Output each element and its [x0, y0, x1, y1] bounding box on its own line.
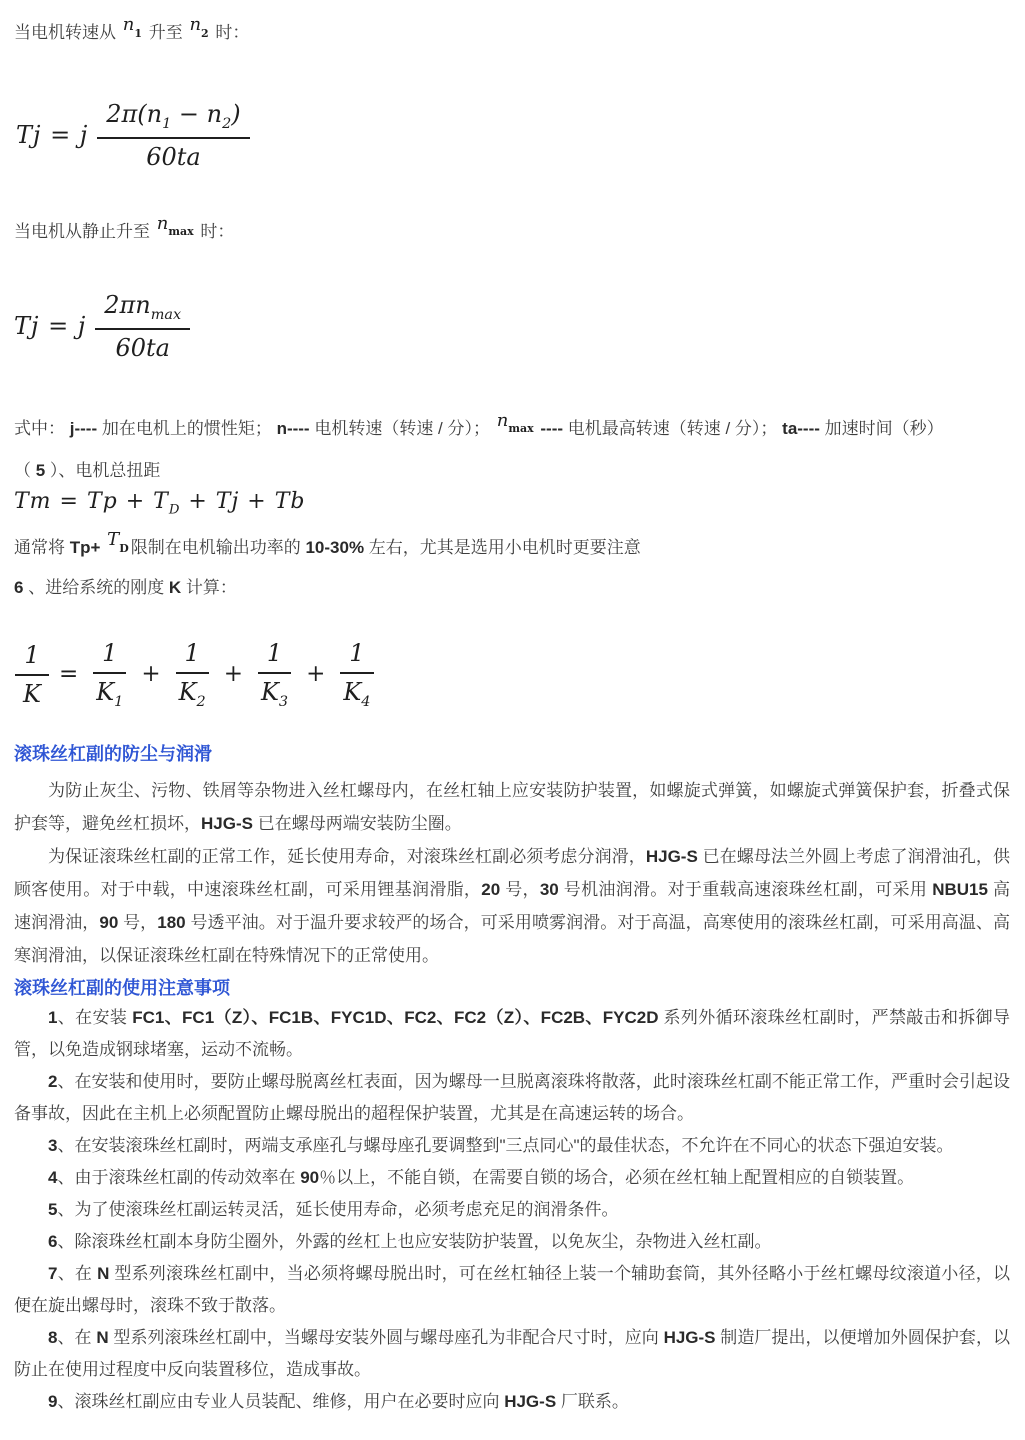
fraction	[95, 290, 190, 362]
usage-note-item-4: 4、由于滚珠丝杠副的传动效率在 90％以上，不能自锁，在需要自锁的场合，必须在丝杠轴上配置相应的自锁装置。	[48, 1167, 915, 1187]
formula-inertia-torque-n1-n2	[16, 99, 1010, 171]
fraction: $\frac{1}{K_2}$	[170, 638, 215, 710]
section-heading-dust-lubrication: 滚珠丝杠副的防尘与润滑	[14, 743, 212, 764]
paragraph-dust-protection: 为防止灰尘、污物、铁屑等杂物进入丝杠螺母内，在丝杠轴上应安装防护装置，如螺旋式弹簧，如螺旋式弹簧保护套，折叠式保护套等，避免丝杠损坏，HJG-S 已在螺母两端安装防尘圈。	[14, 780, 1010, 833]
fraction-numerator: $2\pi(n_1 - n_2)$	[97, 99, 249, 139]
equals-sign: =	[58, 660, 79, 687]
section-heading-usage-notes: 滚珠丝杠副的使用注意事项	[14, 977, 230, 998]
tp-td-power-note: 通常将 $Tp+ T_D$ 限制在电机输出功率的 10-30% 左右，尤其是选用小电机时更要注意	[14, 528, 641, 557]
fraction	[14, 640, 50, 708]
usage-note-item-9: 9、滚珠丝杠副应由专业人员装配、维修，用户在必要时应向 HJG-S 厂联系。	[48, 1391, 629, 1411]
formula-total-torque: $Tm = Tp + T_D + Tj + Tb$	[14, 488, 306, 517]
stiffness-k-heading: 6 、进给系统的刚度 K 计算：	[14, 577, 237, 597]
fraction-numerator: 1	[15, 640, 48, 676]
fraction-denominator: 60ta	[146, 142, 201, 171]
usage-note-item-7: 7、在 N 型系列滚珠丝杠副中，当必须将螺母脱出时，可在丝杠轴径上装一个辅助套筒，其外径略小于丝杠螺母纹滚道小径，以便在旋出螺母时，滚珠不致于散落。	[14, 1263, 1010, 1315]
fraction: $\frac{1}{K_3}$	[252, 638, 297, 710]
motor-speed-line-nmax: 当电机从静止升至 $n_{max}$ 时：	[14, 212, 235, 241]
formula-lhs: Tj = j	[16, 120, 89, 149]
usage-note-item-2: 2、在安装和使用时，要防止螺母脱离丝杠表面，因为螺母一旦脱离滚珠将散落，此时滚珠丝杠副不能正常工作，严重时会引起设备事故，因此在主机上必须配置防止螺母脱出的超程保护装置，尤其是在高速运转的场合。	[14, 1071, 1010, 1123]
fraction	[97, 99, 249, 171]
formula-lhs: Tj = j	[14, 311, 87, 340]
fraction-numerator: $2\pi n_{max}$	[95, 290, 190, 330]
plus-sign: +	[223, 660, 243, 687]
symbol-legend: 式中： j---- 加在电机上的惯性矩； n---- 电机转速（转速 / 分）； $n_{max}$ ---- 电机最高转速（转速 / 分）； ta---- 加速时间（秒）	[14, 409, 944, 438]
usage-note-item-3: 3、在安装滚珠丝杠副时，两端支承座孔与螺母座孔要调整到"三点同心"的最佳状态，不允许在不同心的状态下强迫安装。	[48, 1135, 954, 1155]
motor-total-torque-heading: （ 5 ）、电机总扭距	[14, 460, 161, 480]
fraction: $\frac{1}{K_4}$	[334, 638, 379, 710]
usage-note-item-1: 1、在安装 FC1、FC1（Z）、FC1B、FYC1D、FC2、FC2（Z）、FC2B、FYC2D 系列外循环滚珠丝杠副时，严禁敲击和拆御导管，以免造成钢球堵塞，运动不流畅。	[14, 1007, 1010, 1059]
usage-note-item-8: 8、在 N 型系列滚珠丝杠副中，当螺母安装外圆与螺母座孔为非配合尺寸时，应向 HJG-S 制造厂提出，以便增加外圆保护套，以防止在使用过程度中反向装置移位，造成事故。	[14, 1327, 1010, 1379]
formula-inertia-torque-nmax	[14, 290, 1010, 362]
usage-note-item-5: 5、为了使滚珠丝杠副运转灵活，延长使用寿命，必须考虑充足的润滑条件。	[48, 1199, 619, 1219]
paragraph-lubrication: 为保证滚珠丝杠副的正常工作，延长使用寿命，对滚珠丝杠副必须考虑分润滑，HJG-S 已在螺母法兰外圆上考虑了润滑油孔，供顾客使用。对于中载，中速滚珠丝杠副，可采用锂基润滑脂，20 号，30 号机油润滑。对于重载高速滚珠丝杠副，可采用 NBU15 高速润滑油，90 号，180 号透平油。对于温升要求较严的场合，可采用喷雾润滑。对于高温，高寒使用的滚珠丝杠副，可采用高温、高寒润滑油，以保证滚珠丝杠副在特殊情况下的正常使用。	[14, 846, 1010, 965]
motor-speed-line-n1-n2: 当电机转速从 $n_1$ 升至 $n_2$ 时：	[14, 14, 250, 42]
fraction: $\frac{1}{K_1}$	[87, 638, 132, 710]
usage-note-item-6: 6、除滚珠丝杠副本身防尘圈外，外露的丝杠上也应安装防护装置，以免灰尘，杂物进入丝杠副。	[48, 1231, 772, 1251]
fraction-denominator: 60ta	[115, 333, 170, 362]
formula-stiffness-k	[14, 638, 1010, 710]
plus-sign: +	[306, 660, 326, 687]
fraction-denominator: K	[23, 679, 41, 708]
plus-sign: +	[141, 660, 161, 687]
